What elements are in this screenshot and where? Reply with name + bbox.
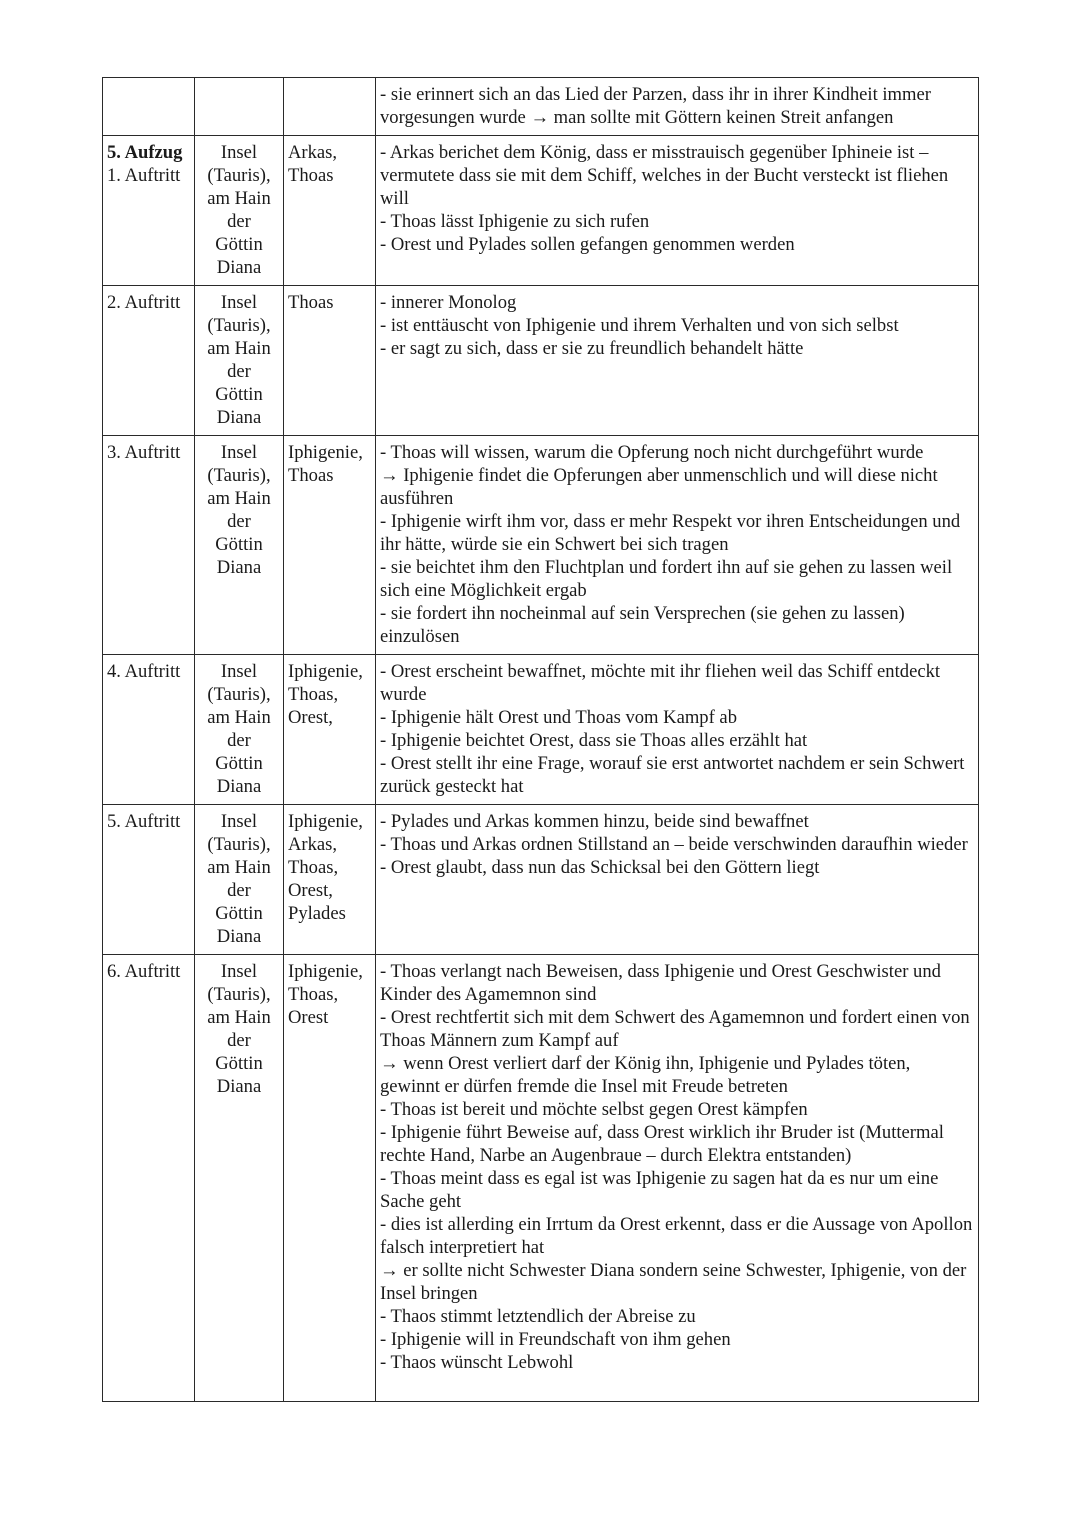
description-line: - Iphigenie beichtet Orest, dass sie Thoas alles erzählt hat (380, 730, 808, 751)
description-line: - Thoas ist bereit und möchte selbst gegen Orest kämpfen (380, 1099, 808, 1120)
description-cell (376, 286, 979, 436)
place-text: Insel (220, 811, 258, 832)
description-line: → er sollte nicht Schwester Diana sondern seine Schwester, Iphigenie, von der Insel bringen (380, 1260, 967, 1304)
description-line: - dies ist allerding ein Irrtum da Orest erkennt, dass er die Aussage von Apollon falsch interpretiert hat (380, 1214, 973, 1258)
description-line: - Thoas lässt Iphigenie zu sich rufen (380, 211, 650, 232)
character-name: Thoas (288, 292, 334, 313)
place-cell (195, 136, 284, 286)
character-name: Orest, (288, 880, 333, 901)
table-row (103, 78, 979, 136)
scene-summary-table-body (103, 78, 979, 1402)
place-text: (Tauris), (207, 984, 271, 1005)
characters-cell (284, 286, 376, 436)
description-cell (376, 78, 979, 136)
description-line: → wenn Orest verliert darf der König ihn, Iphigenie und Pylades töten, gewinnt er dürfen fremde die Insel mit Freude betreten (380, 1053, 911, 1097)
place-text: am Hain (207, 488, 271, 509)
table-row (103, 955, 979, 1402)
scene-cell (103, 805, 195, 955)
description-line: → Iphigenie findet die Opferungen aber unmenschlich und will diese nicht ausführen (380, 465, 938, 509)
place-text: der (227, 730, 251, 751)
place-text: Insel (220, 142, 258, 163)
place-text: Insel (220, 442, 258, 463)
scene-cell (103, 136, 195, 286)
scene-summary-table (102, 77, 979, 1402)
place-text: (Tauris), (207, 684, 271, 705)
character-name: Iphigenie, (288, 661, 363, 682)
description-line: - Orest erscheint bewaffnet, möchte mit ihr fliehen weil das Schiff entdeckt wurde (380, 661, 941, 705)
description-line: - Thaos stimmt letztendlich der Abreise zu (380, 1306, 696, 1327)
place-text: der (227, 361, 251, 382)
description-line: - innerer Monolog (380, 292, 517, 313)
characters-cell (284, 655, 376, 805)
scene-label: 5. Auftritt (107, 811, 181, 832)
character-name: Arkas, (288, 142, 338, 163)
scene-label: 3. Auftritt (107, 442, 181, 463)
place-text: der (227, 880, 251, 901)
description-line: - Iphigenie hält Orest und Thoas vom Kampf ab (380, 707, 737, 728)
description-line: - Orest rechtfertit sich mit dem Schwert des Agamemnon und fordert einen von Thoas Männern zum Kampf auf (380, 1007, 970, 1051)
characters-cell (284, 78, 376, 136)
description-cell (376, 805, 979, 955)
place-text: der (227, 1030, 251, 1051)
place-cell (195, 78, 284, 136)
description-line: - Thoas will wissen, warum die Opferung noch nicht durchgeführt wurde (380, 442, 924, 463)
character-name: Iphigenie, (288, 961, 363, 982)
table-row (103, 655, 979, 805)
place-cell (195, 286, 284, 436)
characters-cell (284, 436, 376, 655)
place-text: (Tauris), (207, 465, 271, 486)
description-line: - Orest glaubt, dass nun das Schicksal bei den Göttern liegt (380, 857, 820, 878)
description-line: - sie erinnert sich an das Lied der Parzen, dass ihr in ihrer Kindheit immer vorgesungen wurde → man sollte mit Göttern keinen Streit anfangen (380, 84, 931, 128)
place-text: Insel (220, 292, 258, 313)
description-line: - ist enttäuscht von Iphigenie und ihrem Verhalten und von sich selbst (380, 315, 899, 336)
characters-cell (284, 805, 376, 955)
description-line: - Thoas meint dass es egal ist was Iphigenie zu sagen hat da es nur um eine Sache geht (380, 1168, 939, 1212)
place-text: am Hain (207, 707, 271, 728)
table-row (103, 136, 979, 286)
character-name: Iphigenie, (288, 811, 363, 832)
scene-cell (103, 436, 195, 655)
scene-cell (103, 78, 195, 136)
description-line: - Iphigenie will in Freundschaft von ihm gehen (380, 1329, 731, 1350)
place-text: der (227, 511, 251, 532)
description-line: - Orest und Pylades sollen gefangen genommen werden (380, 234, 795, 255)
place-cell (195, 436, 284, 655)
place-text: Göttin (215, 753, 263, 774)
character-name: Thoas, (288, 984, 339, 1005)
character-name: Pylades (288, 903, 346, 924)
description-line: - Thoas verlangt nach Beweisen, dass Iphigenie und Orest Geschwister und Kinder des Agamemnon sind (380, 961, 941, 1005)
place-text: am Hain (207, 1007, 271, 1028)
place-text: am Hain (207, 857, 271, 878)
description-cell (376, 136, 979, 286)
place-text: Diana (216, 557, 262, 578)
description-line: - Pylades und Arkas kommen hinzu, beide sind bewaffnet (380, 811, 809, 832)
place-cell (195, 955, 284, 1402)
characters-cell (284, 136, 376, 286)
description-line: - Thoas und Arkas ordnen Stillstand an – beide verschwinden daraufhin wieder (380, 834, 968, 855)
character-name: Orest, (288, 707, 333, 728)
description-line: - sie beichtet ihm den Fluchtplan und fordert ihn auf sie gehen zu lassen weil sich eine Möglichkeit ergab (380, 557, 953, 601)
act-label: 5. Aufzug (107, 142, 183, 163)
table-row (103, 805, 979, 955)
place-text: Göttin (215, 234, 263, 255)
scene-label: 2. Auftritt (107, 292, 181, 313)
scene-cell (103, 655, 195, 805)
description-line: - Orest stellt ihr eine Frage, worauf sie erst antwortet nachdem er sein Schwert zurück gesteckt hat (380, 753, 965, 797)
description-line: - er sagt zu sich, dass er sie zu freundlich behandelt hätte (380, 338, 804, 359)
place-text: Göttin (215, 903, 263, 924)
place-cell (195, 655, 284, 805)
description-cell (376, 436, 979, 655)
place-text: am Hain (207, 188, 271, 209)
character-name: Orest (288, 1007, 329, 1028)
place-text: Diana (216, 1076, 262, 1097)
table-row (103, 286, 979, 436)
place-text: der (227, 211, 251, 232)
description-line: - Arkas berichet dem König, dass er misstrauisch gegenüber Iphineie ist – vermutete dass sie mit dem Schiff, welches in der Bucht versteckt ist fliehen will (380, 142, 949, 209)
table-row (103, 436, 979, 655)
characters-cell (284, 955, 376, 1402)
scene-cell (103, 955, 195, 1402)
place-text: (Tauris), (207, 315, 271, 336)
place-text: (Tauris), (207, 165, 271, 186)
place-text: Diana (216, 926, 262, 947)
description-line: - Thaos wünscht Lebwohl (380, 1352, 574, 1373)
place-text: (Tauris), (207, 834, 271, 855)
scene-label: 6. Auftritt (107, 961, 181, 982)
place-text: Diana (216, 407, 262, 428)
description-cell (376, 955, 979, 1402)
character-name: Arkas, (288, 834, 338, 855)
place-text: Göttin (215, 1053, 263, 1074)
character-name: Thoas (288, 465, 334, 486)
place-cell (195, 805, 284, 955)
place-text: Diana (216, 257, 262, 278)
place-text: am Hain (207, 338, 271, 359)
place-text: Insel (220, 961, 258, 982)
scene-label: 4. Auftritt (107, 661, 181, 682)
description-cell (376, 655, 979, 805)
place-text: Insel (220, 661, 258, 682)
character-name: Iphigenie, (288, 442, 363, 463)
character-name: Thoas (288, 165, 334, 186)
place-text: Göttin (215, 384, 263, 405)
place-text: Diana (216, 776, 262, 797)
scene-label: 1. Auftritt (107, 165, 181, 186)
character-name: Thoas, (288, 684, 339, 705)
character-name: Thoas, (288, 857, 339, 878)
scene-cell (103, 286, 195, 436)
description-line: - Iphigenie führt Beweise auf, dass Orest wirklich ihr Bruder ist (Muttermal rechte Hand, Narbe an Augenbraue – durch Elektra entstanden) (380, 1122, 944, 1166)
place-text: Göttin (215, 534, 263, 555)
description-line: - sie fordert ihn nocheinmal auf sein Versprechen (sie gehen zu lassen) einzulösen (380, 603, 905, 647)
description-line: - Iphigenie wirft ihm vor, dass er mehr Respekt vor ihren Entscheidungen und ihr hätte, würde sie ein Schwert bei sich tragen (380, 511, 961, 555)
